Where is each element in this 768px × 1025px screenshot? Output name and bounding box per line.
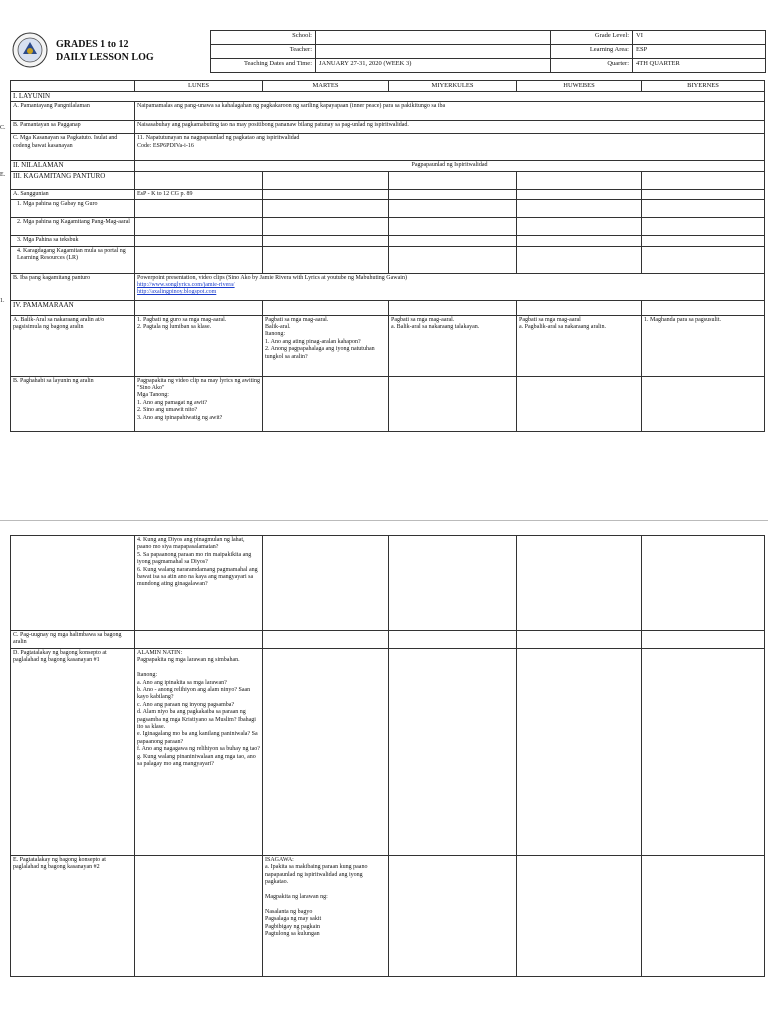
area-value: ESP [633, 45, 766, 59]
paghahabi-lunes: Pagpapakita ng video clip na may lyrics ng awiting "Sino Ako" Mga Tanong: 1. Ano ang pamagat ng awit? 2. Sino ang umawit nito? 3. Ano ang ipinapahiwatig ng awit? [135, 376, 263, 431]
document-header [10, 30, 764, 72]
kagamitan-label: III. KAGAMITANG PANTURO [11, 171, 135, 189]
pag-uugnay-label: C. Pag-uugnay ng mga halimbawa sa bagong aralin [11, 631, 135, 649]
day-huwebes: HUWEBES [517, 81, 642, 92]
lesson-log-page-2 [0, 520, 768, 1025]
lesson-log-page-1 [0, 0, 768, 470]
day-biyernes: BIYERNES [642, 81, 765, 92]
iba-label: B. Iba pang kagamitang panturo [11, 273, 135, 300]
balik-biyernes: 1. Maghanda para sa pagsusulit. [642, 315, 765, 376]
title-line-2: DAILY LESSON LOG [56, 52, 154, 63]
area-label: Learning Area: [551, 45, 633, 59]
school-label: School: [211, 31, 316, 45]
nilalaman-label: II. NILALAMAN [11, 161, 135, 171]
kagamitang-label: 2. Mga pahina ng Kagamitang Pang-Mag-aaral [11, 218, 135, 236]
songlyrics-link[interactable]: http://www.songlyrics.com/jamie-rivera/ [137, 282, 235, 289]
header-info-table [210, 30, 766, 73]
balik-lunes: 1. Pagbati ng guro sa mga mag-aaral. 2. Pagtala ng lumiban sa klase. [135, 315, 263, 376]
iba-cell [135, 273, 765, 300]
sanggunian-value: EsP - K to 12 CG p. 89 [135, 189, 263, 199]
grade-value: VI [633, 31, 766, 45]
lesson-table-1 [10, 80, 765, 432]
pamantayang-value: Naipamamalas ang pang-unawa sa kahalagahan ng pagkakaroon ng sariling kapayapaan (inner peace) para sa pakikitungo sa iba [135, 102, 765, 121]
axalingpinoy-link[interactable]: http://axalingpinoy.blogspot.com [137, 289, 217, 296]
iba-value: Powerpoint presentation, video clips (Sino Ako by Jamie Rivera with Lyrics at youtube ng Mabuhuting Gawain) [137, 274, 407, 281]
title-line-1: GRADES 1 to 12 [56, 39, 129, 50]
margin-marker-1: 1. [0, 298, 5, 304]
kasanayan-label: C. Mga Kasanayan sa Pagkatuto. Isulat and codeng bawat kasanayan [11, 134, 135, 161]
day-lunes: LUNES [135, 81, 263, 92]
pagganap-value: Naisasabuhay ang pagkamabuting tao na may positibong pananaw bilang patunay sa pag-unlad ng ispiritwalidad. [135, 121, 765, 134]
pagganap-label: B. Pamantayan sa Pagganap [11, 121, 135, 134]
sanggunian-label: A. Sanggunian [11, 189, 135, 199]
day-martes: MARTES [263, 81, 389, 92]
section-layunin: I. LAYUNIN [11, 92, 765, 102]
balik-martes: Pagbati sa mga mag-aaral. Balik-aral. Itanong: 1. Ano ang ating pinag-aralan kahapon? 2. Anong pagpapahalaga ang iyong natutuhan tungkol sa aralin? [263, 315, 389, 376]
document-title [56, 38, 154, 64]
karagdagang-label: 4. Karagdagang Kagamitan mula sa portal ng Learning Resources (LR) [11, 246, 135, 273]
teacher-value [316, 45, 551, 59]
pamamaraan-label: IV. PAMAMARAAN [11, 300, 135, 315]
deped-seal-icon [12, 32, 48, 68]
grade-label: Grade Level: [551, 31, 633, 45]
balik-label: A. Balik-Aral sa nakaraang aralin at/o pagsisimula ng bagong aralin [11, 315, 135, 376]
balik-huwebes: Pagbati sa mga mag-aaral a. Pagbalik-aral sa nakaraang aralin. [517, 315, 642, 376]
quarter-label: Quarter: [551, 59, 633, 73]
teacher-label: Teacher: [211, 45, 316, 59]
balik-miyerkules: Pagbati sa mga mag-aaral. a. Balik-aral sa nakaraang talakayan. [389, 315, 517, 376]
dates-value: JANUARY 27-31, 2020 (WEEK 3) [316, 59, 551, 73]
pamantayang-label: A. Pamantayang Pangnilalaman [11, 102, 135, 121]
d-label: D. Pagtatalakay ng bagong konsepto at paglalahad ng bagong kasanayan #1 [11, 649, 135, 856]
teksbuk-label: 3. Mga Pahina sa teksbuk [11, 236, 135, 246]
day-header-row [11, 81, 765, 92]
e-label: E. Pagtatalakay ng bagong konsepto at paglalahad ng bagong kasanayan #2 [11, 856, 135, 977]
e-martes: ISAGAWA: a. Ipakita sa makibaing paraan kung paano napapaunlad ng ispiritwalidad ang iyong pagkatao. Magpakita ng larawan ng: Nasalanta ng bagyo Pagsalaga ng may sakit Pagbibigay ng pagkain Pagtulong sa kulungan [263, 856, 389, 977]
dates-label: Teaching Dates and Time: [211, 59, 316, 73]
gabay-label: 1. Mga pahina ng Gabay ng Guro [11, 200, 135, 218]
margin-marker-c: C. [0, 125, 6, 131]
quarter-value: 4TH QUARTER [633, 59, 766, 73]
school-value [316, 31, 551, 45]
continued-lunes: 4. Kung ang Diyos ang pinagmulan ng lahat, paano mo siya mapapasalamatan? 5. Sa papaanong paraan mo rin maipakikita ang iyong pagmamahal sa Diyos? 6. Kung walang nararamdamang pagmamahal ang bawat isa sa atin ano na kaya ang mangyayari sa mundong ating ginagalawan? [135, 536, 263, 631]
lesson-table-2 [10, 535, 765, 977]
nilalaman-value: Pagpapaunlad ng Ispiritwalidad [135, 161, 765, 171]
paghahabi-label: B. Paghahabi sa layunin ng aralin [11, 376, 135, 431]
kasanayan-value: 11. Napatutunayan na nagpapaunlad ng pagkatao ang ispiritwalidad Code: ESP6PDIVa-i-16 [135, 134, 765, 161]
day-miyerkules: MIYERKULES [389, 81, 517, 92]
d-lunes: ALAMIN NATIN: Pagpapakita ng mga larawan ng simbahan. Itanong: a. Ano ang ipinakita sa mga larawan? b. Ano - anong relihiyon ang alam ninyo? Saan kayo kabilang? c. Ano ang paraan ng inyong pagsamba? d. Alam niyo ba ang pagkakaiba sa paraan ng pagsamba ng mga Kristiyano sa Muslim? Ibahagi ito sa klase. e. Iginagalang mo ba ang kanilang paniniwala? Sa papaanong paraan? f. Ano ang nagagawa ng relihiyon sa buhay ng tao? g. Kung walang pinaniniwalaan ang mga tao, ano sa palagay mo ang mangyayari? [135, 649, 263, 856]
margin-marker-e: E. [0, 172, 6, 178]
